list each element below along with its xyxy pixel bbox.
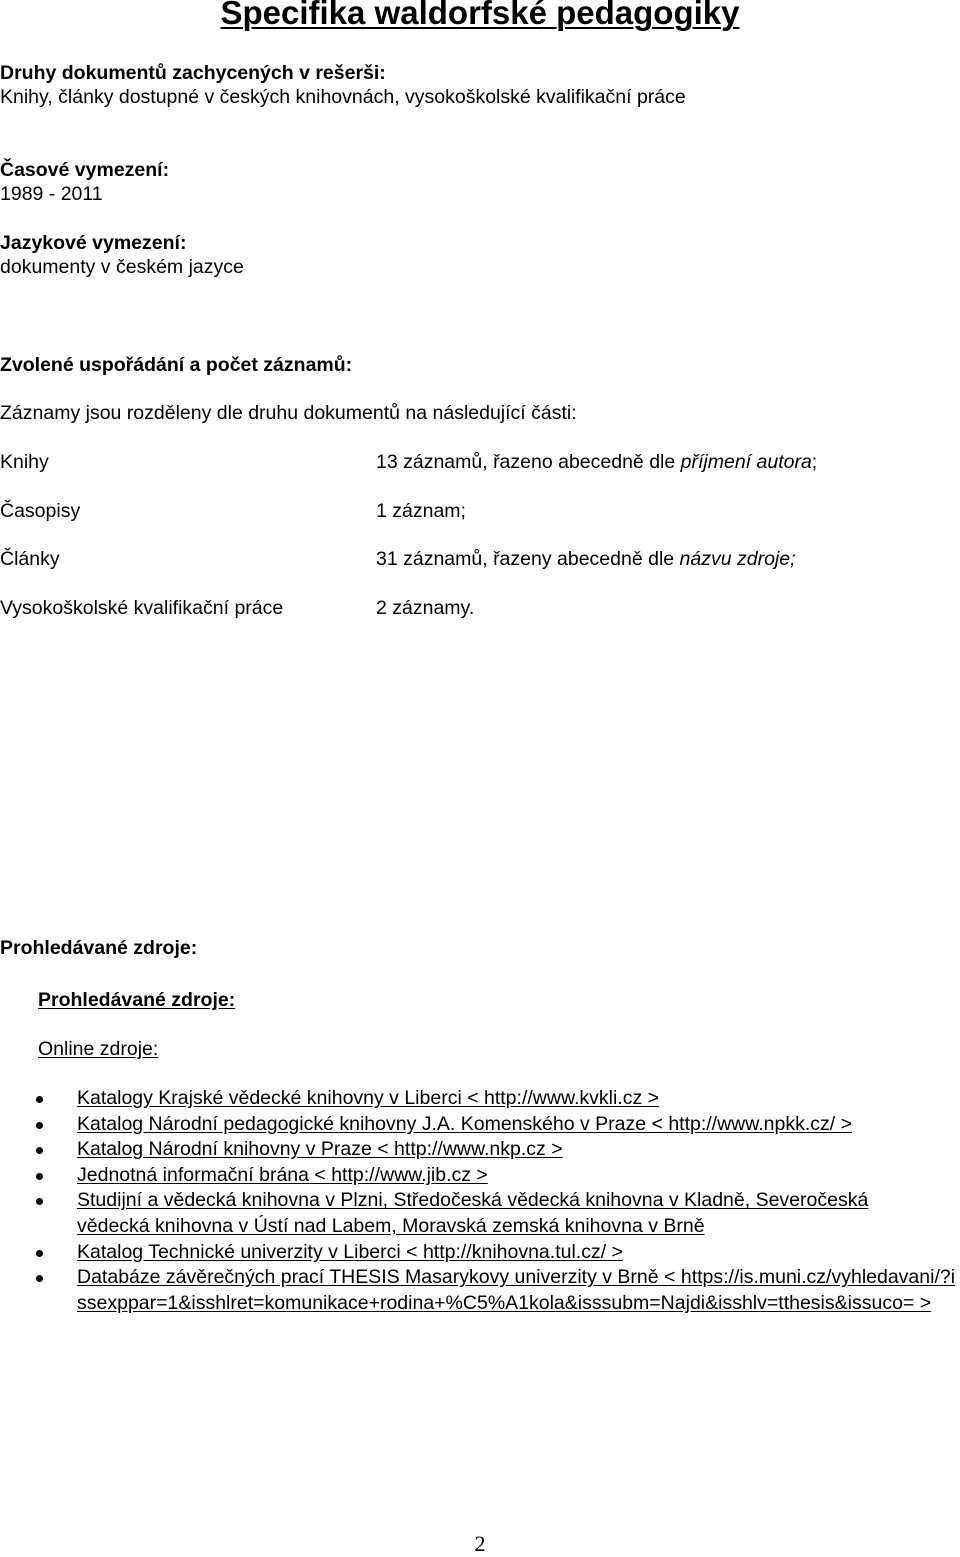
list-item [0,1188,960,1239]
list-item [0,1086,960,1112]
language-value: dokumenty v českém jazyce [0,256,244,278]
category-theses: Vysokoškolské kvalifikační práce [0,597,284,619]
bullet-icon [36,1275,43,1282]
list-item [0,1112,960,1138]
bullet-icon [36,1198,43,1205]
category-books: Knihy [0,451,49,473]
list-item [0,1240,960,1266]
count-theses: 2 záznamy. [376,597,475,619]
source-link[interactable]: Katalog Technické univerzity v Liberci < http://knihovna.tul.cz/ > [77,1240,623,1263]
source-link[interactable]: Jednotná informační brána < http://www.jib.cz > [77,1163,488,1186]
count-books: 13 záznamů, řazeno abecedně dle příjmení autora; [376,451,818,473]
category-journals: Časopisy [0,500,81,522]
bullet-icon [36,1147,43,1154]
bullet-icon [36,1096,43,1103]
source-link[interactable]: Katalog Národní knihovny v Praze < http://www.nkp.cz > [77,1138,563,1161]
arrangement-intro: Záznamy jsou rozděleny dle druhu dokumentů na následující části: [0,402,577,424]
sources-list [0,1086,960,1316]
bullet-icon [36,1122,43,1129]
page-number: 2 [474,1531,486,1556]
time-range-label: Časové vymezení: [0,159,170,181]
source-link[interactable]: Studijní a vědecká knihovna v Plzni, Středočeská vědecká knihovna v Kladně, Severočeská vědecká knihovna v Ústí nad Labem, Moravská zemská knihovna v Brně [77,1189,869,1237]
list-item [0,1265,960,1316]
source-link[interactable]: Katalog Národní pedagogické knihovny J.A. Komenského v Praze < http://www.npkk.cz/ > [77,1112,853,1135]
time-range-value: 1989 - 2011 [0,183,103,205]
page-title: Specifika waldorfské pedagogiky [220,0,740,31]
source-link[interactable]: Databáze závěrečných prací THESIS Masarykovy univerzity v Brně < https://is.muni.cz/vyhledavani/?issexppar=1&isshlret=komunikace+rodina+%C5%A1kola&isssubm=Najdi&isshlv=tthesis&issuco= > [77,1266,956,1314]
source-link[interactable]: Katalogy Krajské vědecké knihovny v Liberci < http://www.kvkli.cz > [77,1087,660,1109]
category-articles: Články [0,548,60,570]
sources-label: Prohledávané zdroje: [0,937,198,959]
bullet-icon [36,1250,43,1257]
bullet-icon [36,1173,43,1180]
list-item [0,1137,960,1163]
count-articles: 31 záznamů, řazeny abecedně dle názvu zdroje; [376,548,796,570]
online-sources-label: Online zdroje: [38,1038,159,1060]
arrangement-label: Zvolené uspořádání a počet záznamů: [0,354,353,376]
sources-sublabel: Prohledávané zdroje: [38,989,236,1011]
doc-types-value: Knihy, články dostupné v českých knihovnách, vysokoškolské kvalifikační práce [0,86,686,108]
count-journals: 1 záznam; [376,500,466,522]
list-item [0,1163,960,1189]
language-label: Jazykové vymezení: [0,232,187,254]
doc-types-label: Druhy dokumentů zachycených v rešerši: [0,62,386,84]
